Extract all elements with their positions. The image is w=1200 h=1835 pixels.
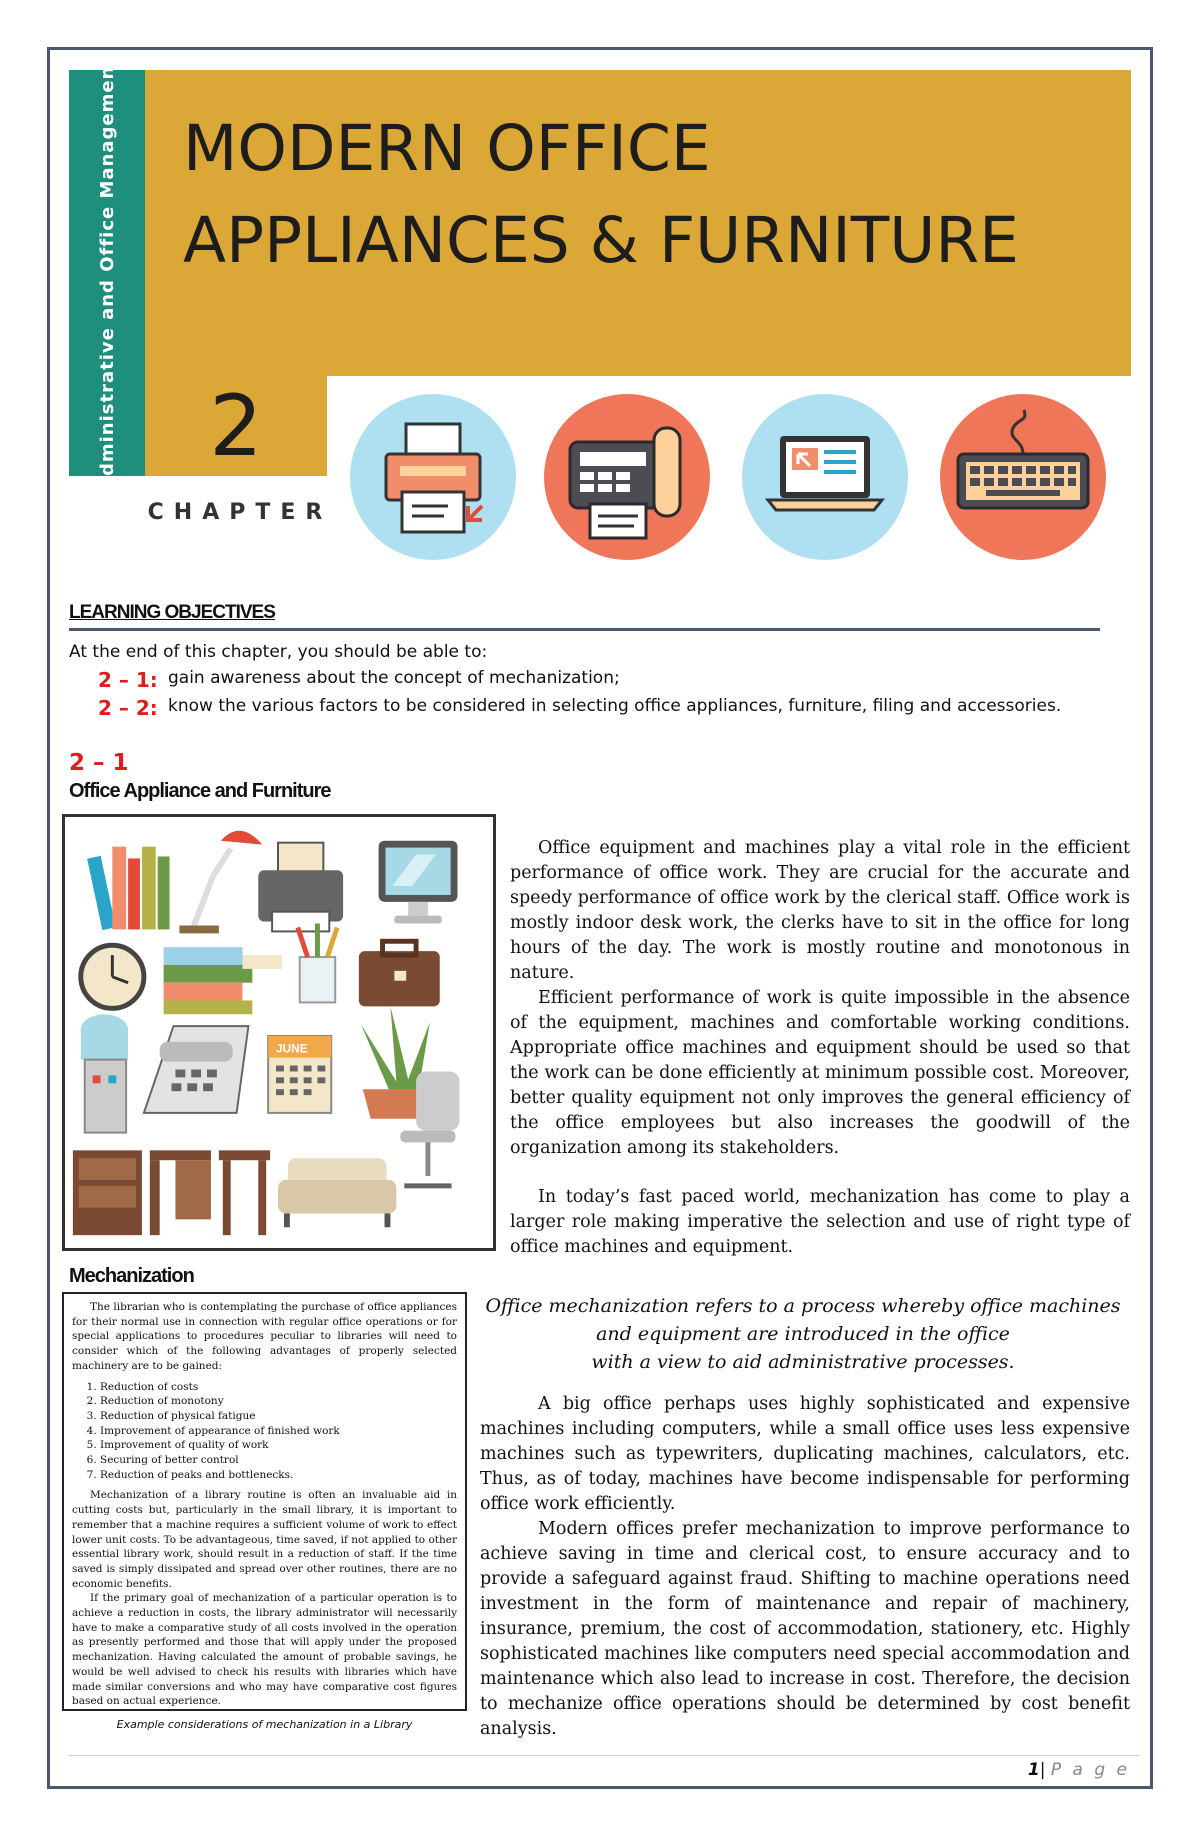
objective-text: gain awareness about the concept of mechanization; (168, 668, 620, 688)
list-item: 1. Reduction of costs (100, 1380, 457, 1395)
definition-line-2: and equipment are introduced in the office (596, 1323, 1010, 1345)
learning-objectives-heading: LEARNING OBJECTIVES (69, 602, 275, 623)
excerpt-paragraph-3: If the primary goal of mechanization of a particular operation is to achieve a reduction in costs, the library administrator will necessarily have to make a comparative study of all costs involved in the operation as presently performed and those that will apply under the proposed mechanization. Having calculated the amount of probable savings, he would be well advised to check his results with libraries which have made similar conversions and who may have comparative cost figures based on actual experience. (72, 1592, 457, 1708)
mechanization-paragraph-1: A big office perhaps uses highly sophisticated and expensive machines including computers, while a small office uses less expensive machines such as typewriters, duplicating machines, calculators, etc. Thus, as of today, machines have become indispensable for performing office work efficiently. (480, 1394, 1130, 1514)
intro-paragraph-1: Office equipment and machines play a vital role in the efficient performance of office work. They are crucial for the accurate and speedy performance of office work by the clerical staff. Office work is mostly indoor desk work, the clerks have to sit in the office for long hours of the day. The work is mostly routine and monotonous in nature. (510, 838, 1130, 983)
advantages-list (72, 1380, 457, 1483)
footer-divider (69, 1755, 1139, 1756)
keyboard-icon (938, 392, 1108, 562)
definition-line-3: with a view to aid administrative processes. (591, 1351, 1015, 1373)
mechanization-definition (478, 1292, 1128, 1376)
books-icon (87, 847, 169, 930)
mechanization-heading: Mechanization (69, 1265, 194, 1287)
excerpt-intro: The librarian who is contemplating the purchase of office appliances for their normal use in connection with regular office operations or for special applications to procedures peculiar to libraries will need to consider which of the following advantages of properly selected machinery are to be gained: (72, 1301, 457, 1372)
list-item: 7. Reduction of peaks and bottlenecks. (100, 1468, 457, 1483)
monitor-icon (379, 841, 458, 924)
excerpt-paragraph-2: Mechanization of a library routine is often an invaluable aid in cutting costs but, particularly in the small library, it is important to remember that a machine requires a sufficient volume of work to effect lower unit costs. To be advantageous, time saved, if not applied to other essential library work, should result in a reduction of staff. If the time saved is simply dissipated and spread over other routines, there are no economic benefits. (72, 1489, 457, 1590)
page-number-value: 1 (1027, 1760, 1040, 1780)
list-item: 6. Securing of better control (100, 1453, 457, 1468)
excerpt-caption: Example considerations of mechanization in a Library (116, 1718, 413, 1731)
list-item: 4. Improvement of appearance of finished work (100, 1424, 457, 1439)
objectives-divider (69, 628, 1100, 631)
definition-line-1: Office mechanization refers to a process whereby office machines (485, 1295, 1121, 1317)
calendar-icon (268, 1036, 331, 1113)
objective-item (98, 696, 1061, 720)
section-number: 2 – 1 (69, 750, 129, 776)
printer-small-icon (258, 843, 343, 932)
furniture-row-icon (73, 1150, 396, 1235)
page-number: 1| P a g e (1027, 1760, 1130, 1780)
title-line-1: MODERN OFFICE (183, 112, 711, 185)
library-excerpt (62, 1292, 467, 1711)
laptop-icon (740, 392, 910, 562)
wall-clock-icon (81, 945, 144, 1008)
objectives-intro: At the end of this chapter, you should be able to: (69, 642, 488, 662)
objective-number: 2 – 1: (98, 668, 158, 692)
pencil-cup-icon (298, 924, 337, 1003)
list-item: 3. Reduction of physical fatigue (100, 1409, 457, 1424)
title-line-2: APPLIANCES & FURNITURE (183, 204, 1019, 277)
briefcase-icon (359, 941, 440, 1006)
objective-text: know the various factors to be considered in selecting office appliances, furniture, filing and accessories. (168, 696, 1062, 716)
chapter-number: 2 (209, 377, 263, 475)
water-cooler-icon (81, 1014, 128, 1132)
desk-lamp-icon (179, 831, 262, 934)
office-items-illustration (62, 814, 496, 1251)
chapter-label: CHAPTER (147, 500, 333, 525)
intro-paragraph-2: Efficient performance of work is quite impossible in the absence of the equipment, machines and comfortable working conditions. Appropriate office machines and equipment should be used so that the work can be done efficiently at minimum possible cost. Moreover, better quality equipment not only improves the general efficiency of the office employees but also increases the goodwill of the organization among its stakeholders. (510, 988, 1130, 1158)
sidebar-label-wrap (69, 55, 145, 491)
objective-number: 2 – 2: (98, 696, 158, 720)
list-item: 5. Improvement of quality of work (100, 1438, 457, 1453)
printer-icon (348, 392, 518, 562)
fax-machine-icon (542, 392, 712, 562)
page-title (183, 103, 1019, 287)
desk-phone-icon (144, 1026, 249, 1113)
section-title: Office Appliance and Furniture (69, 780, 331, 802)
calendar-month-label: JUNE (276, 1041, 308, 1056)
objective-item (98, 668, 620, 692)
binders-icon (164, 947, 282, 1014)
mechanization-paragraph-2: Modern offices prefer mechanization to improve performance to achieve saving in time and clerical cost, to ensure accuracy and to provide a safeguard against fraud. Shifting to machine operations need investment in the form of maintenance and repair of machinery, insurance, premium, the cost of accommodation, stationery, etc. Highly sophisticated machines like computers need special accommodation and maintenance which also lead to increase in cost. Therefore, the decision to mechanize office operations should be determined by cost benefit analysis. (480, 1519, 1130, 1739)
sidebar-label: Administrative and Office Management (96, 55, 118, 491)
page-label: P a g e (1050, 1760, 1130, 1780)
intro-paragraph-3: In today’s fast paced world, mechanization has come to play a larger role making imperative the selection and use of right type of office machines and equipment. (510, 1187, 1130, 1257)
list-item: 2. Reduction of monotony (100, 1394, 457, 1409)
